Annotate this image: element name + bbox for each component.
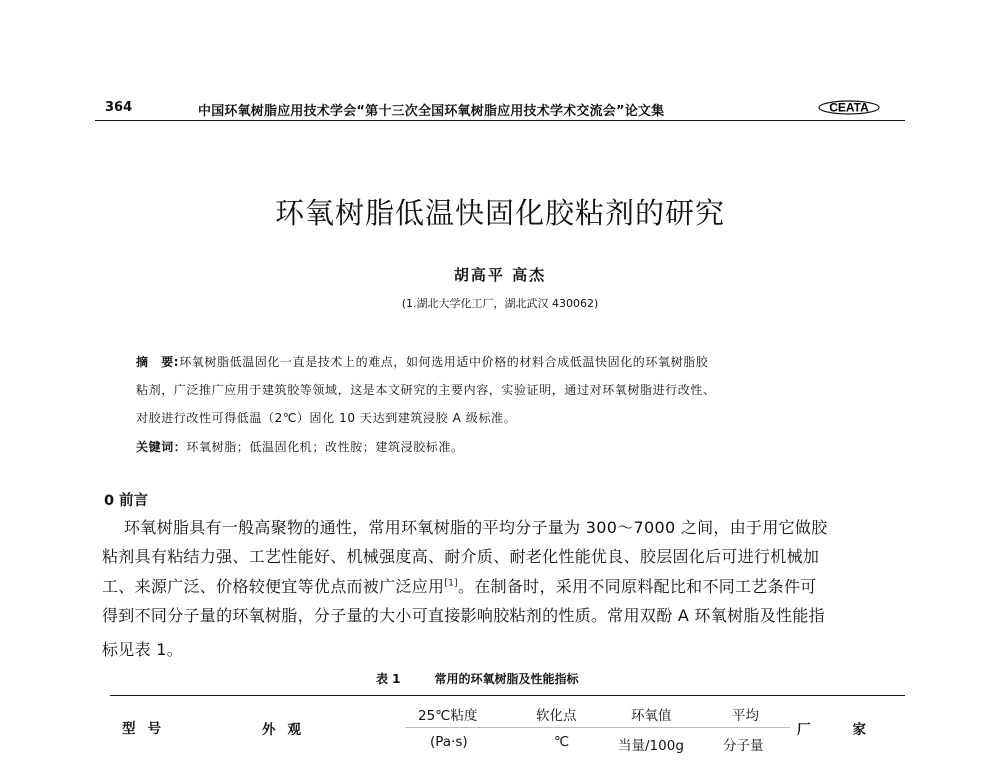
col-header-epoxy-unit: 当量/100g (618, 738, 684, 754)
abstract-label: 摘 要: (136, 355, 180, 369)
col-header-softening-unit: ℃ (554, 734, 570, 750)
abstract-line (136, 353, 708, 370)
keywords-label: 关键词： (136, 440, 187, 454)
citation-ref[interactable]: [1] (444, 578, 458, 589)
conference-logo (818, 100, 880, 115)
table-caption-title: 常用的环氧树脂及性能指标 (434, 672, 579, 686)
col-header-viscosity: 25℃粘度 (418, 708, 478, 724)
running-title: 中国环氧树脂应用技术学会“第十三次全国环氧树脂应用技术学术交流会”论文集 (198, 104, 665, 119)
col-header-molecular-weight: 平均 (732, 708, 759, 724)
body-line-2: 粘剂具有粘结力强、工艺性能好、机械强度高、耐介质、耐老化性能优良、胶层固化后可进行机械加 (102, 547, 820, 566)
logo-text: CEATA (829, 100, 869, 115)
table-top-rule (110, 695, 905, 696)
abstract-text-2: 粘剂，广泛推广应用于建筑胶等领域，这是本文研究的主要内容，实验证明，通过对环氧树脂进行改性、 (136, 383, 716, 397)
keywords-text: 环氧树脂；低温固化机；改性胺；建筑浸胶标准。 (186, 440, 464, 454)
table-header-sub-rule (405, 727, 790, 728)
body-line-5: 标见表 1。 (102, 640, 184, 659)
col-header-model: 型号 (122, 721, 173, 737)
col-header-manufacturer: 厂家 (797, 722, 908, 738)
col-header-softening-point: 软化点 (536, 708, 577, 724)
body-line-3b: 。在制备时，采用不同原料配比和不同工艺条件可 (457, 577, 817, 596)
header-rule (95, 120, 905, 121)
abstract-text-1: 环氧树脂低温固化一直是技术上的难点，如何选用适中价格的材料合成低温快固化的环氧树脂胶 (179, 355, 709, 369)
author-affiliation: (1.湖北大学化工厂，湖北武汉 430062) (401, 297, 599, 310)
paper-authors: 胡高平 高杰 (453, 266, 547, 284)
col-header-viscosity-unit: (Pa·s) (430, 734, 468, 750)
table-caption-label: 表 1 (376, 672, 401, 686)
body-line-4: 得到不同分子量的环氧树脂，分子量的大小可直接影响胶粘剂的性质。常用双酚 A 环氧树脂及性能指 (102, 606, 825, 625)
body-line-3 (102, 574, 817, 597)
page-number: 364 (105, 100, 133, 115)
col-header-epoxy-value: 环氧值 (631, 708, 672, 724)
col-header-molecular-weight-2: 分子量 (723, 738, 764, 754)
body-line-1: 环氧树脂具有一般高聚物的通性，常用环氧树脂的平均分子量为 300～7000 之间，由于用它做胶 (124, 518, 828, 537)
body-line-3a: 工、来源广泛、价格较便宜等优点而被广泛应用 (102, 577, 445, 596)
section-heading: 0 前言 (104, 493, 149, 509)
paper-title: 环氧树脂低温快固化胶粘剂的研究 (274, 196, 725, 230)
col-header-appearance: 外观 (262, 722, 313, 738)
keywords-line (136, 438, 464, 455)
abstract-text-3: 对胶进行改性可得低温（2℃）固化 10 天达到建筑浸胶 A 级标准。 (136, 411, 517, 425)
table-caption (376, 670, 579, 687)
